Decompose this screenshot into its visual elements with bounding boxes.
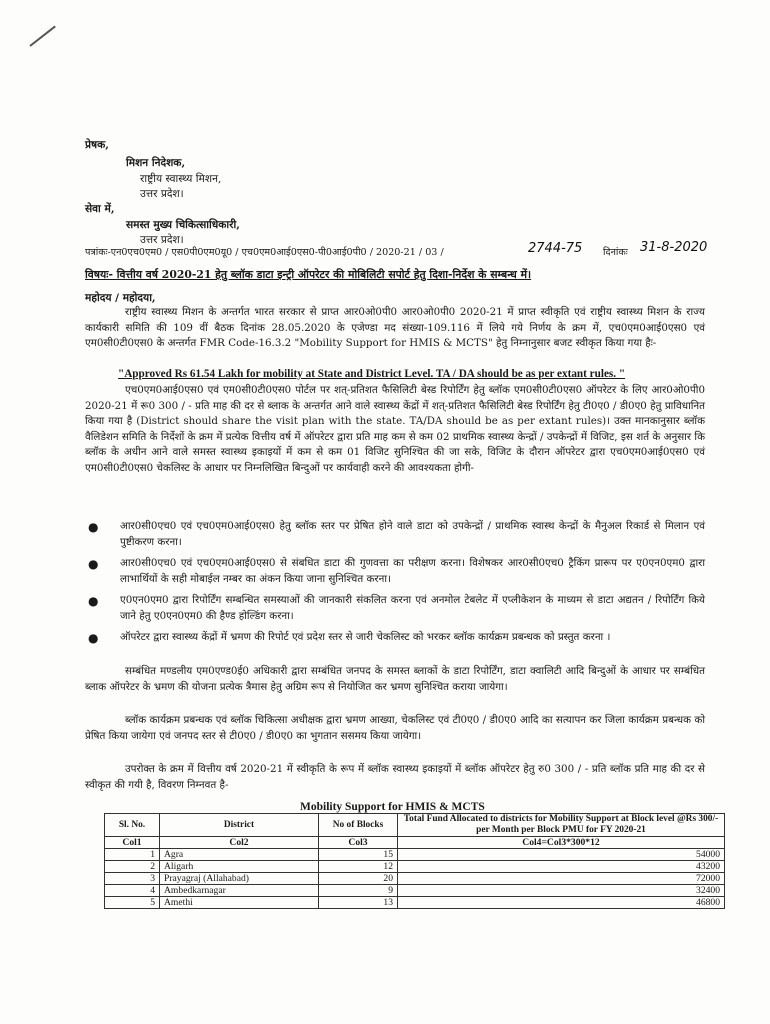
table-colref-row: [105, 837, 725, 849]
fund-cell: 43200: [398, 861, 725, 873]
table-row: [105, 885, 725, 897]
paragraph-visit-planning: सम्बंधित मण्डलीय एम0एण्ड0ई0 अधिकारी द्वारा सम्बंधित जनपद के समस्त ब्लाकों के डाटा रिपोर्टिंग, डाटा क्वालिटी आदि बिन्दुओं के आधार पर सम्बंधित ब्लाक ऑपरेटर के भ्रमण की योजना प्रत्येक त्रैमास हेतु अग्रिम रूप से नियोजित कर भ्रमण सुनिश्चित कराया जायेगा।: [85, 665, 705, 693]
recipient-name: समस्त मुख्य चिकित्साधिकारी,: [126, 219, 240, 231]
sender-label: प्रेषक,: [85, 139, 109, 151]
sl-no-cell: 5: [105, 897, 160, 909]
column-header: Sl. No.: [105, 814, 160, 837]
table-title: Mobility Support for HMIS & MCTS: [300, 801, 485, 813]
sl-no-cell: 4: [105, 885, 160, 897]
bullet-icon: ●: [88, 631, 99, 645]
reference-number: पत्रांकः-एन0एच0एम0 / एस0पी0एम0यू0 / एच0एम0आई0एस0-पी0आई0पी0 / 2020-21 / 03 /: [85, 247, 444, 258]
blocks-cell: 20: [319, 873, 398, 885]
pen-stroke-mark: [29, 26, 55, 47]
district-cell: Ambedkarnagar: [160, 885, 319, 897]
recipient-state: उत्तर प्रदेश।: [140, 234, 184, 246]
column-header: Total Fund Allocated to districts for Mobility Support at Block level @Rs 300/- per Month per Block PMU for FY 2020-21: [398, 814, 725, 837]
table-row: [105, 897, 725, 909]
fund-cell: 46800: [398, 897, 725, 909]
blocks-cell: 12: [319, 861, 398, 873]
subject-line: विषयः- वित्तीय वर्ष 2020-21 हेतु ब्लॉक डाटा इन्ट्री ऑपरेटर की मोबिलिटी सपोर्ट हेतु दिशा-निर्देश के सम्बन्ध में।: [85, 268, 532, 281]
district-cell: Prayagraj (Allahabad): [160, 873, 319, 885]
column-header: No of Blocks: [319, 814, 398, 837]
paragraph-operator-visits: एच0एम0आई0एस0 एवं एम0सी0टी0एस0 पोर्टल पर शत्-प्रतिशत फैसिलिटी बेस्ड रिपोर्टिंग हेतु ब्लॉक एम0सी0टी0एस0 ऑपरेटर के लिए आर0ओ0पी0 2020-21 में रू0 300 / - प्रति माह की दर से ब्लाक के अन्तर्गत आने वाले स्वास्थ्य केंद्रों में शत्-प्रतिशत फैसिलिटी बेस्ड रिपोर्टिंग हेतु टी0ए0 / डी0ए0 हेतु प्राविधानित किया गया है (District should share the visit plan with the state. TA/DA should be as per extant rules)। उक्त मानकानुसार ब्लॉक वैलिडेशन समिति के निर्देशों के क्रम में प्रत्येक वित्तीय वर्ष में ऑपरेटर द्वारा प्रति माह कम से कम 02 प्राथमिक स्वास्थ्य केन्द्रों / उपकेन्द्रों में विजिट, इस शर्त के अनुसार कि ब्लॉक के अधीन आने वाले समस्त स्वास्थ्य इकाइयों में कम से कम 01 विजिट सुनिश्चित की जा सके, विजिट के दौरान ऑपरेटर द्वारा एच0एम0आई0एस0 एवं एम0सी0टी0एस0 चेकलिस्ट के आधार पर निम्नलिखित बिन्दुओं पर कार्यवाही करने की आवश्यकता होगी-: [85, 384, 705, 474]
colref-cell: Col4=Col3*300*12: [398, 837, 725, 849]
colref-cell: Col3: [319, 837, 398, 849]
bullet-icon: ●: [88, 594, 99, 608]
blocks-cell: 9: [319, 885, 398, 897]
bullet-icon: ●: [88, 520, 99, 534]
salutation: महोदय / महोदया,: [85, 292, 156, 304]
blocks-cell: 15: [319, 849, 398, 861]
mobility-support-table: [104, 813, 725, 909]
paragraph-budget-approval: राष्ट्रीय स्वास्थ्य मिशन के अन्तर्गत भारत सरकार से प्राप्त आर0ओ0पी0 आर0ओ0पी0 2020-21 में प्राप्त स्वीकृति एवं राष्ट्रीय स्वास्थ्य मिशन के राज्य कार्यकारी समिति की 109 वीं बैठक दिनांक 28.05.2020 के एजेण्डा मद संख्या-109.116 में लिये गये निर्णय के क्रम में, एच0एम0आई0एस0 एवं एम0सी0टी0एस0 के अन्तर्गत FMR Code-16.3.2 "Mobility Support for HMIS & MCTS" हेतु निम्नानुसार बजट स्वीकृत किया गया हैः-: [85, 306, 705, 350]
paragraph-ta-da-payment: ब्लॉक कार्यक्रम प्रबन्धक एवं ब्लॉक चिकित्सा अधीक्षक द्वारा भ्रमण आख्या, चेकलिस्ट एवं टी0ए0 / डी0ए0 आदि का सत्यापन कर जिला कार्यक्रम प्रबन्धक को प्रेषित किया जायेगा एवं जनपद स्तर से टी0ए0 / डी0ए0 का भुगतान ससमय किया जायेगा।: [85, 714, 705, 742]
bullet-icon: ●: [88, 557, 99, 571]
district-cell: Aligarh: [160, 861, 319, 873]
sl-no-cell: 3: [105, 873, 160, 885]
table-row: [105, 861, 725, 873]
fund-cell: 72000: [398, 873, 725, 885]
table-row: [105, 873, 725, 885]
sender-state: उत्तर प्रदेश।: [140, 188, 184, 200]
recipient-label: सेवा में,: [85, 203, 115, 215]
sl-no-cell: 1: [105, 849, 160, 861]
date-label: दिनांकः: [603, 247, 628, 258]
handwritten-date: 31-8-2020: [640, 240, 708, 255]
table-header-row: [105, 814, 725, 837]
blocks-cell: 13: [319, 897, 398, 909]
column-header: District: [160, 814, 319, 837]
colref-cell: Col2: [160, 837, 319, 849]
approved-amount-line: "Approved Rs 61.54 Lakh for mobility at State and District Level. TA / DA should be as per extant rules. ": [118, 368, 626, 380]
paragraph-allocation-intro: उपरोक्त के क्रम में वित्तीय वर्ष 2020-21 में स्वीकृति के रूप में ब्लॉक स्वास्थ्य इकाइयों में ब्लॉक ऑपरेटर हेतु रु0 300 / - प्रति ब्लॉक प्रति माह की दर से स्वीकृत की गयी है, विवरण निम्नवत है-: [85, 763, 705, 791]
district-cell: Agra: [160, 849, 319, 861]
bullet-item: ए0एन0एम0 द्वारा रिपोर्टिंग सम्बन्धित समस्याओं की जानकारी संकलित करना एवं अनमोल टेबलेट में एप्लीकेशन के माध्यम से डाटा अद्यतन / रिपोर्टिंग किये जाने हेतु ए0एन0एम0 की हैण्ड होल्डिंग करना।: [120, 594, 705, 622]
sl-no-cell: 2: [105, 861, 160, 873]
district-cell: Amethi: [160, 897, 319, 909]
sender-name: मिशन निदेशक,: [126, 157, 186, 169]
colref-cell: Col1: [105, 837, 160, 849]
fund-cell: 54000: [398, 849, 725, 861]
fund-cell: 32400: [398, 885, 725, 897]
bullet-item: ऑपरेटर द्वारा स्वास्थ्य केंद्रों में भ्रमण की रिपोर्ट एवं प्रदेश स्तर से जारी चेकलिस्ट को भरकर ब्लॉक कार्यक्रम प्रबन्धक को प्रस्तुत करना ।: [120, 631, 611, 643]
sender-org: राष्ट्रीय स्वास्थ्य मिशन,: [140, 173, 222, 185]
table-row: [105, 849, 725, 861]
bullet-item: आर0सी0एच0 एवं एच0एम0आई0एस0 हेतु ब्लॉक स्तर पर प्रेषित होने वाले डाटा को उपकेन्द्रों / प्राथमिक स्वास्थ केन्द्रों के मैनुअल रिकार्ड से मिलान एवं पुष्टीकरण करना।: [120, 520, 705, 548]
bullet-item: आर0सी0एच0 एवं एच0एम0आई0एस0 से संबधित डाटा की गुणवत्ता का परीक्षण करना। विशेषकर आर0सी0एच0 ट्रैकिंग प्रारूप पर ए0एन0एम0 द्वारा लाभार्थियों के सही मोबाईल नम्बर का अंकन किया जाना सुनिश्चित करना।: [120, 557, 705, 585]
handwritten-letter-number: 2744-75: [528, 241, 583, 256]
